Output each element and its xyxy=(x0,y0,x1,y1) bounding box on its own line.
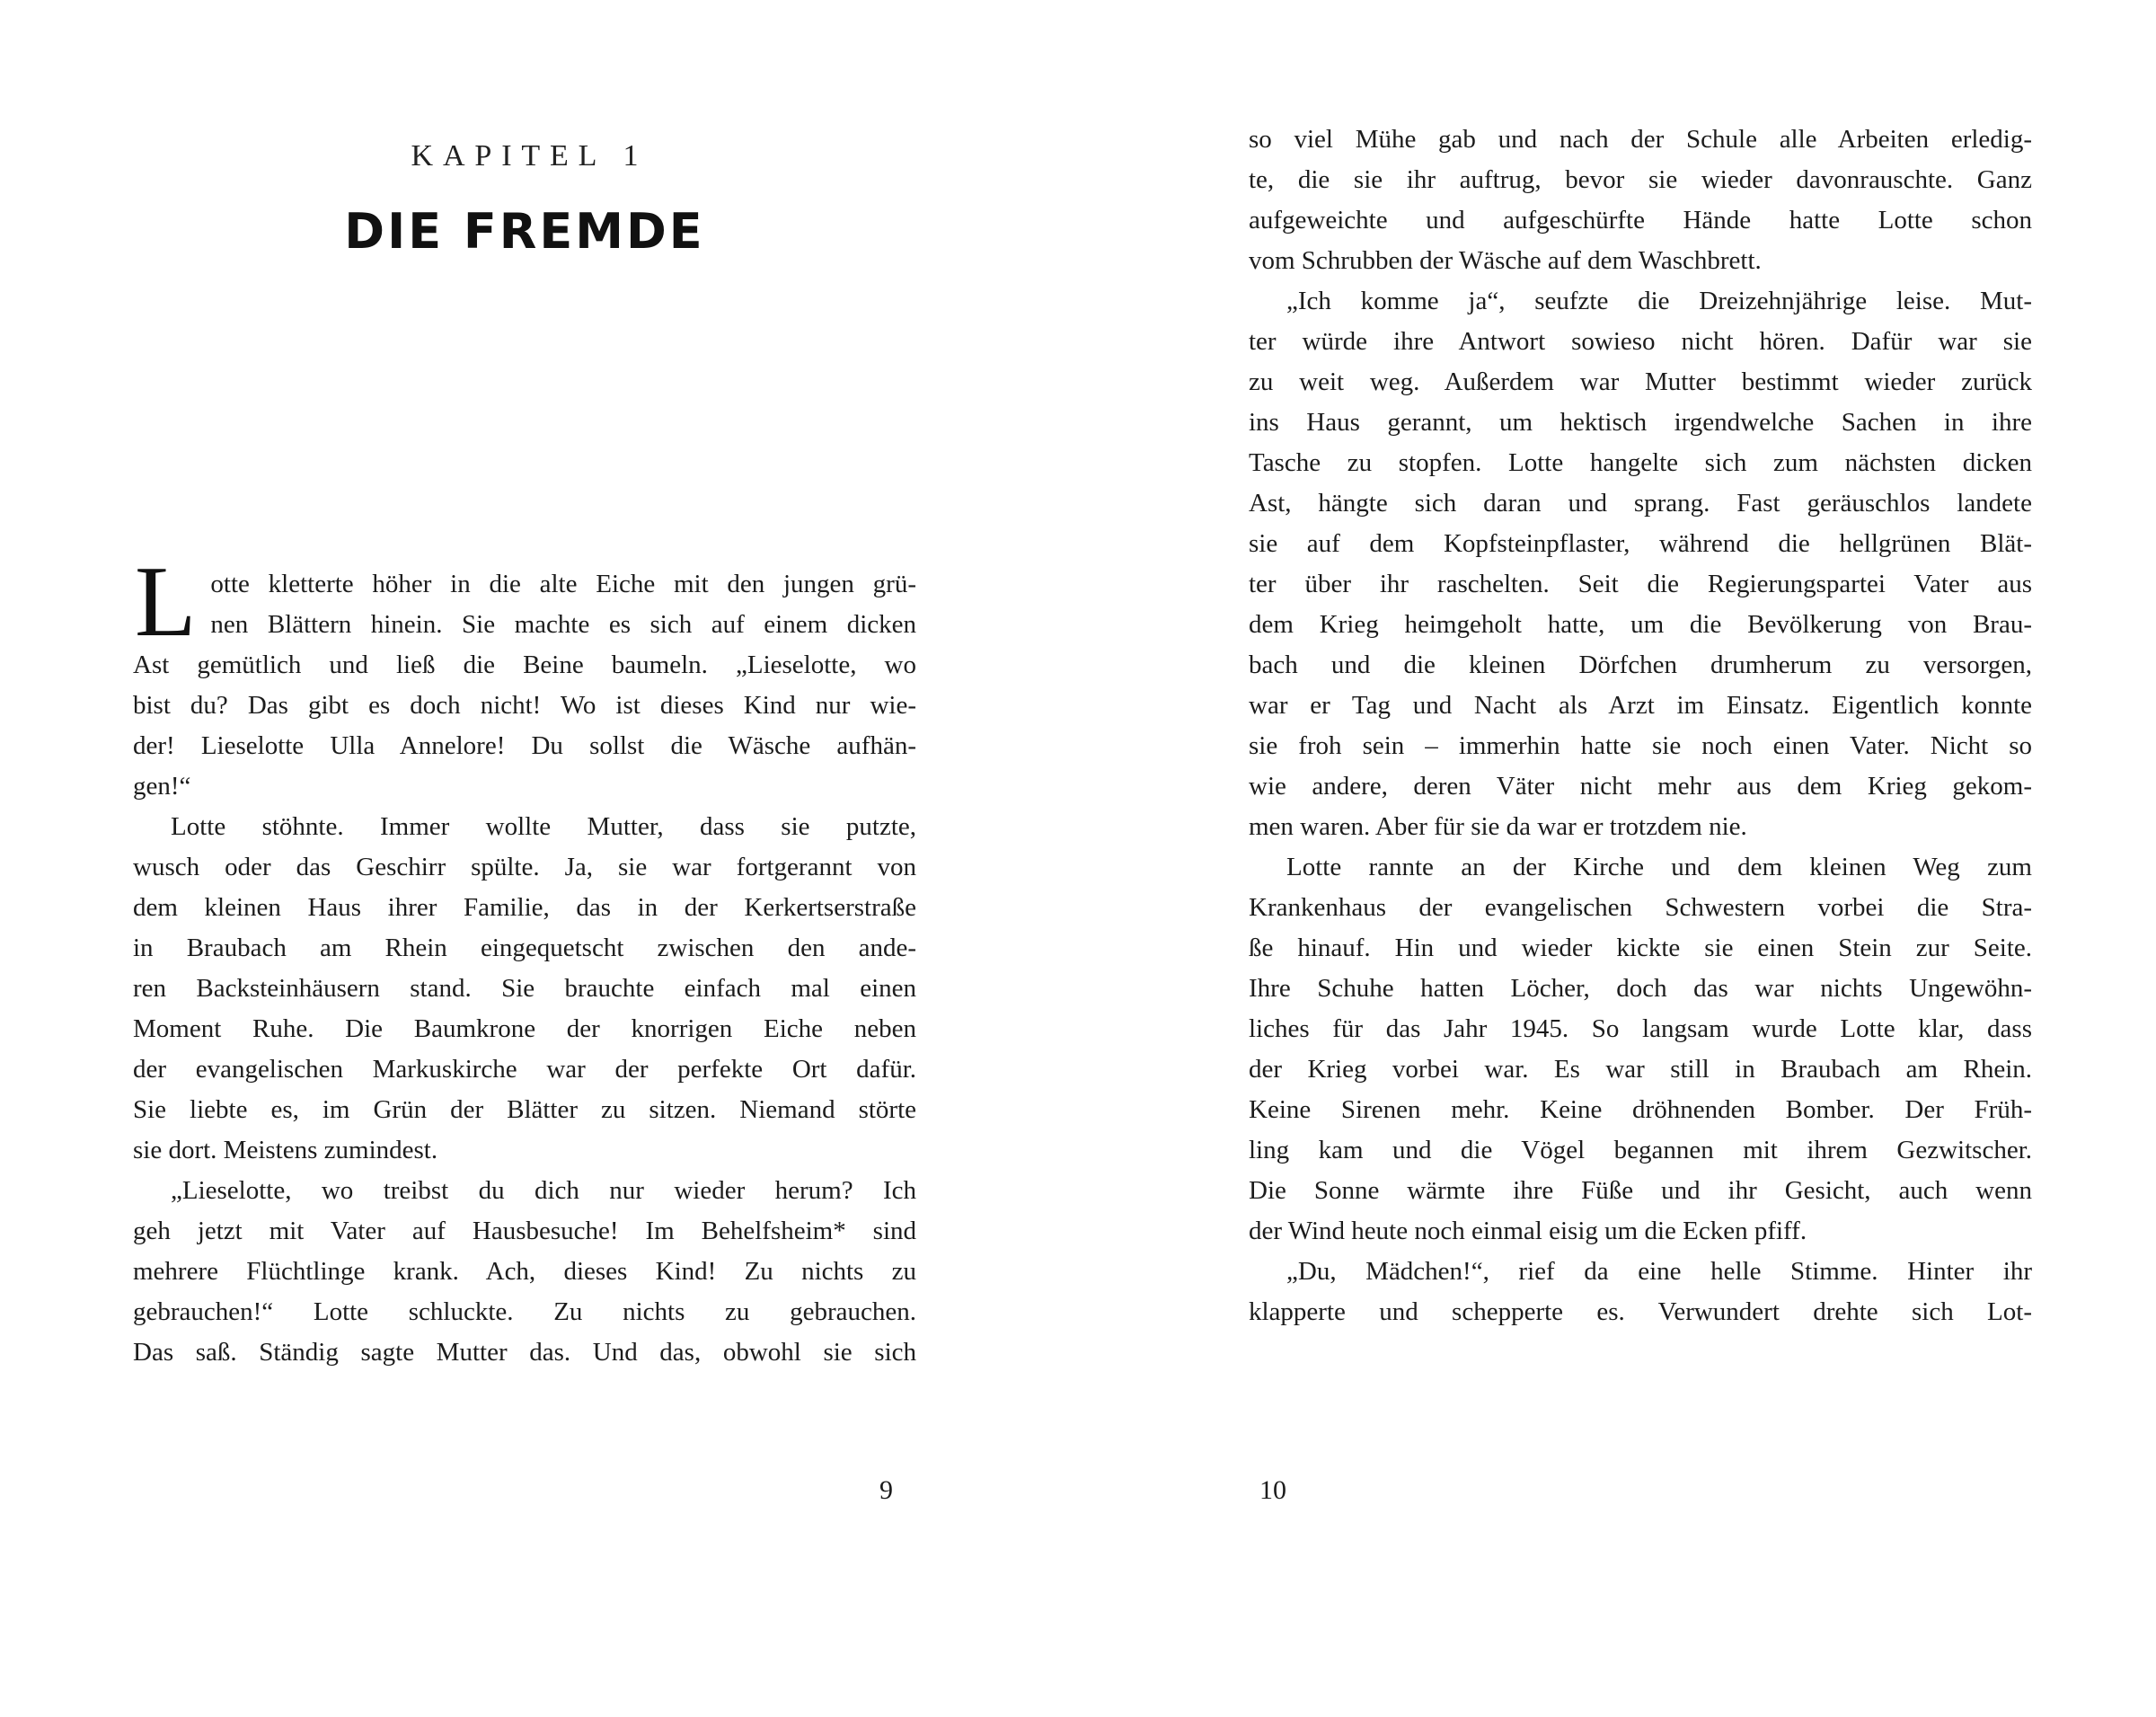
paragraph xyxy=(1249,119,2032,281)
text-line: in Braubach am Rhein eingequetscht zwischen den ande- xyxy=(133,934,916,962)
text-line: aufgeweichte und aufgeschürfte Hände hatte Lotte schon xyxy=(1249,206,2032,235)
text-line: bach und die kleinen Dörfchen drumherum zu versorgen, xyxy=(1249,651,2032,679)
text-line: der Wind heute noch einmal eisig um die Ecken pfiff. xyxy=(1249,1217,1807,1245)
paragraph xyxy=(1249,847,2032,1252)
text-line: Krankenhaus der evangelischen Schwestern vorbei die Stra- xyxy=(1249,893,2032,922)
text-line: gebrauchen!“ Lotte schluckte. Zu nichts zu gebrauchen. xyxy=(133,1297,916,1326)
text-line: Moment Ruhe. Die Baumkrone der knorrigen Eiche neben xyxy=(133,1014,916,1043)
text-line: der Krieg vorbei war. Es war still in Braubach am Rhein. xyxy=(1249,1055,2032,1084)
text-line: geh jetzt mit Vater auf Hausbesuche! Im Behelfsheim* sind xyxy=(133,1217,916,1245)
text-line: Ast, hängte sich daran und sprang. Fast geräuschlos landete xyxy=(1249,489,2032,518)
text-line: ter über ihr raschelten. Seit die Regierungspartei Vater aus xyxy=(1249,570,2032,598)
text-line: ling kam und die Vögel begannen mit ihrem Gezwitscher. xyxy=(1249,1136,2032,1164)
paragraph xyxy=(133,546,916,807)
text-line: liches für das Jahr 1945. So langsam wurde Lotte klar, dass xyxy=(1249,1014,2032,1043)
text-line: der! Lieselotte Ulla Annelore! Du sollst die Wäsche aufhän- xyxy=(133,731,916,760)
text-line: mehrere Flüchtlinge krank. Ach, dieses Kind! Zu nichts zu xyxy=(133,1257,916,1286)
text-line: Ast gemütlich und ließ die Beine baumeln. „Lieselotte, wo xyxy=(133,651,916,679)
text-line: nen Blättern hinein. Sie machte es sich auf einem dicken xyxy=(210,610,916,639)
text-line: otte kletterte höher in die alte Eiche mit den jungen grü- xyxy=(210,570,916,598)
text-line: Die Sonne wärmte ihre Füße und ihr Gesicht, auch wenn xyxy=(1249,1176,2032,1205)
text-line: dem Krieg heimgeholt hatte, um die Bevölkerung von Brau- xyxy=(1249,610,2032,639)
paragraph xyxy=(133,1171,916,1373)
text-line: gen!“ xyxy=(133,772,191,801)
text-line: Tasche zu stopfen. Lotte hangelte sich zum nächsten dicken xyxy=(1249,448,2032,477)
page-right xyxy=(1249,0,2032,1717)
text-line: „Lieselotte, wo treibst du dich nur wieder herum? Ich xyxy=(171,1176,916,1205)
text-line: sie froh sein – immerhin hatte sie noch einen Vater. Nicht so xyxy=(1249,731,2032,760)
text-line: sie auf dem Kopfsteinpflaster, während die hellgrünen Blät- xyxy=(1249,529,2032,558)
page-left xyxy=(133,0,916,1717)
text-line: ter würde ihre Antwort sowieso nicht hören. Dafür war sie xyxy=(1249,327,2032,356)
page-left-body-text xyxy=(133,546,916,1373)
text-line: Sie liebte es, im Grün der Blätter zu sitzen. Niemand störte xyxy=(133,1095,916,1124)
text-line: bist du? Das gibt es doch nicht! Wo ist dieses Kind nur wie- xyxy=(133,691,916,720)
page-number-left: 9 xyxy=(879,1475,893,1505)
text-line: war er Tag und Nacht als Arzt im Einsatz. Eigentlich konnte xyxy=(1249,691,2032,720)
drop-cap: L xyxy=(135,546,197,658)
text-line: Das saß. Ständig sagte Mutter das. Und das, obwohl sie sich xyxy=(133,1338,916,1367)
text-line: Lotte rannte an der Kirche und dem kleinen Weg zum xyxy=(1286,853,2032,881)
paragraph xyxy=(1249,1252,2032,1332)
text-line: vom Schrubben der Wäsche auf dem Waschbrett. xyxy=(1249,246,1762,275)
chapter-title: DIE FREMDE xyxy=(344,203,705,260)
text-line: Keine Sirenen mehr. Keine dröhnenden Bomber. Der Früh- xyxy=(1249,1095,2032,1124)
text-line: te, die sie ihr auftrug, bevor sie wieder davonrauschte. Ganz xyxy=(1249,165,2032,194)
paragraph xyxy=(133,807,916,1171)
text-line: sie dort. Meistens zumindest. xyxy=(133,1136,438,1164)
text-line: ren Backsteinhäusern stand. Sie brauchte einfach mal einen xyxy=(133,974,916,1003)
text-line: wusch oder das Geschirr spülte. Ja, sie war fortgerannt von xyxy=(133,853,916,881)
text-line: ße hinauf. Hin und wieder kickte sie einen Stein zur Seite. xyxy=(1249,934,2032,962)
text-line: Lotte stöhnte. Immer wollte Mutter, dass sie putzte, xyxy=(171,812,916,841)
text-line: „Du, Mädchen!“, rief da eine helle Stimme. Hinter ihr xyxy=(1286,1257,2032,1286)
text-line: klapperte und schepperte es. Verwundert drehte sich Lot- xyxy=(1249,1297,2032,1326)
text-line: men waren. Aber für sie da war er trotzdem nie. xyxy=(1249,812,1747,841)
text-line: der evangelischen Markuskirche war der perfekte Ort dafür. xyxy=(133,1055,916,1084)
text-line: dem kleinen Haus ihrer Familie, das in der Kerkertserstraße xyxy=(133,893,916,922)
page-number-right: 10 xyxy=(1259,1475,1286,1505)
text-line: zu weit weg. Außerdem war Mutter bestimmt wieder zurück xyxy=(1249,367,2032,396)
text-line: Ihre Schuhe hatten Löcher, doch das war nichts Ungewöhn- xyxy=(1249,974,2032,1003)
text-line: wie andere, deren Väter nicht mehr aus dem Krieg gekom- xyxy=(1249,772,2032,801)
chapter-label: KAPITEL 1 xyxy=(411,139,649,173)
page-right-body-text xyxy=(1249,119,2032,1332)
text-line: ins Haus gerannt, um hektisch irgendwelche Sachen in ihre xyxy=(1249,408,2032,437)
text-line: so viel Mühe gab und nach der Schule alle Arbeiten erledig- xyxy=(1249,125,2032,154)
paragraph xyxy=(1249,281,2032,847)
text-line: „Ich komme ja“, seufzte die Dreizehnjährige leise. Mut- xyxy=(1286,287,2032,315)
